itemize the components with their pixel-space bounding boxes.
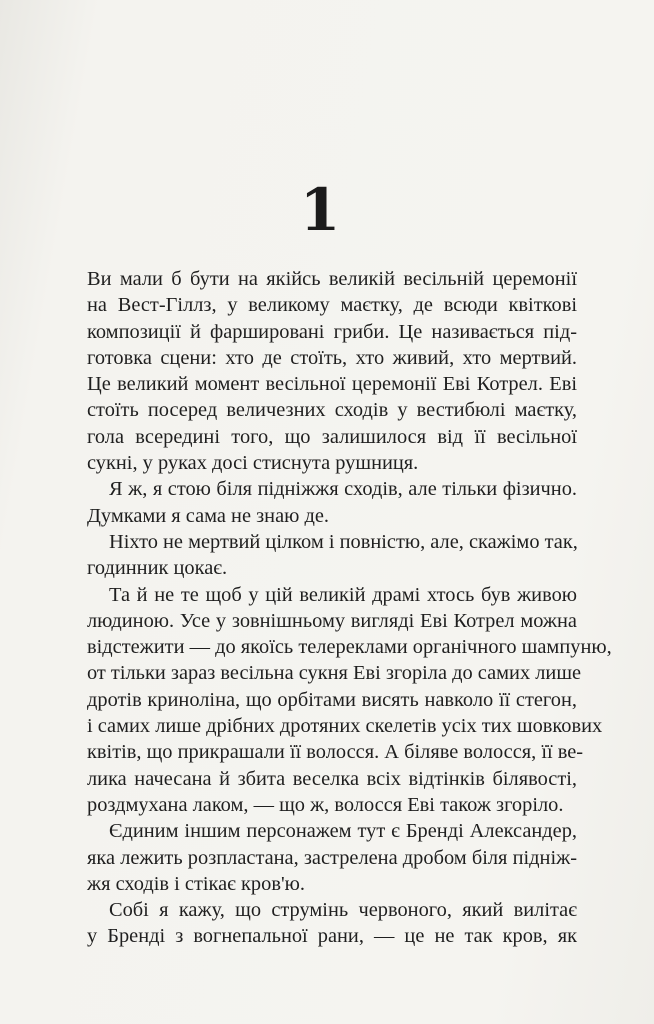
text-line: гола всередині того, що залишилося від її весільної	[87, 425, 577, 448]
text-line: на Вест-Гіллз, у великому маєтку, де всюди квіткові	[87, 294, 577, 317]
text-line: і самих лише дрібних дротяних скелетів усіх тих шовкових	[87, 715, 603, 738]
text-line: сукні, у руках досі стиснута рушниця.	[87, 452, 419, 475]
text-line: годинник цокає.	[87, 557, 228, 580]
paragraph	[87, 897, 577, 950]
text-line: квітів, що прикрашали її волосся. А біляве волосся, її ве-	[87, 741, 584, 764]
text-line: Єдиним іншим персонажем тут є Бренді Александер,	[109, 820, 577, 843]
chapter-text	[87, 266, 612, 950]
text-line: готовка сцени: хто де стоїть, хто живий, хто мертвий.	[87, 346, 577, 369]
paragraph	[87, 818, 577, 897]
text-line: стоїть посеред величезних сходів у вестибюлі маєтку,	[87, 399, 577, 422]
text-line: от тільки зараз весільна сукня Еві згоріла до самих лише	[87, 662, 582, 685]
paragraph	[87, 266, 577, 476]
text-line: Це великий момент весільної церемонії Еві Котрел. Еві	[87, 373, 577, 396]
text-line: роздмухана лаком, — що ж, волосся Еві також згоріло.	[87, 793, 564, 816]
text-line: Я ж, я стою біля підніжжя сходів, але тільки фізично.	[109, 478, 577, 501]
chapter-number: 1	[299, 176, 341, 244]
text-line: лика начесана й збита веселка всіх відтінків білявості,	[87, 767, 577, 790]
paragraph	[87, 529, 577, 582]
text-line: Та й не те щоб у цій великій драмі хтось був живою	[109, 583, 577, 606]
text-line: жя сходів і стікає кров'ю.	[87, 872, 305, 895]
text-line: дротів криноліна, що орбітами висять навколо її стегон,	[87, 688, 577, 711]
text-line: у Бренді з вогнепальної рани, — це не так кров, як	[87, 925, 577, 948]
text-line: Ніхто не мертвий цілком і повністю, але, скажімо так,	[109, 530, 578, 553]
text-line: яка лежить розпластана, застрелена дробом біля підніж-	[87, 846, 577, 869]
text-line: композиції й фаршировані гриби. Це називається під-	[87, 320, 577, 343]
text-line: Собі я кажу, що струмінь червоного, який вилітає	[109, 899, 577, 922]
text-line: людиною. Усе у зовнішньому вигляді Еві Котрел можна	[87, 609, 577, 632]
text-line: відстежити — до якоїсь телереклами органічного шампуню,	[87, 636, 612, 659]
paragraph	[87, 476, 577, 529]
text-line: Думками я сама не знаю де.	[87, 504, 329, 527]
text-line: Ви мали б бути на якійсь великій весільній церемонії	[87, 268, 577, 290]
paragraph	[87, 582, 612, 819]
